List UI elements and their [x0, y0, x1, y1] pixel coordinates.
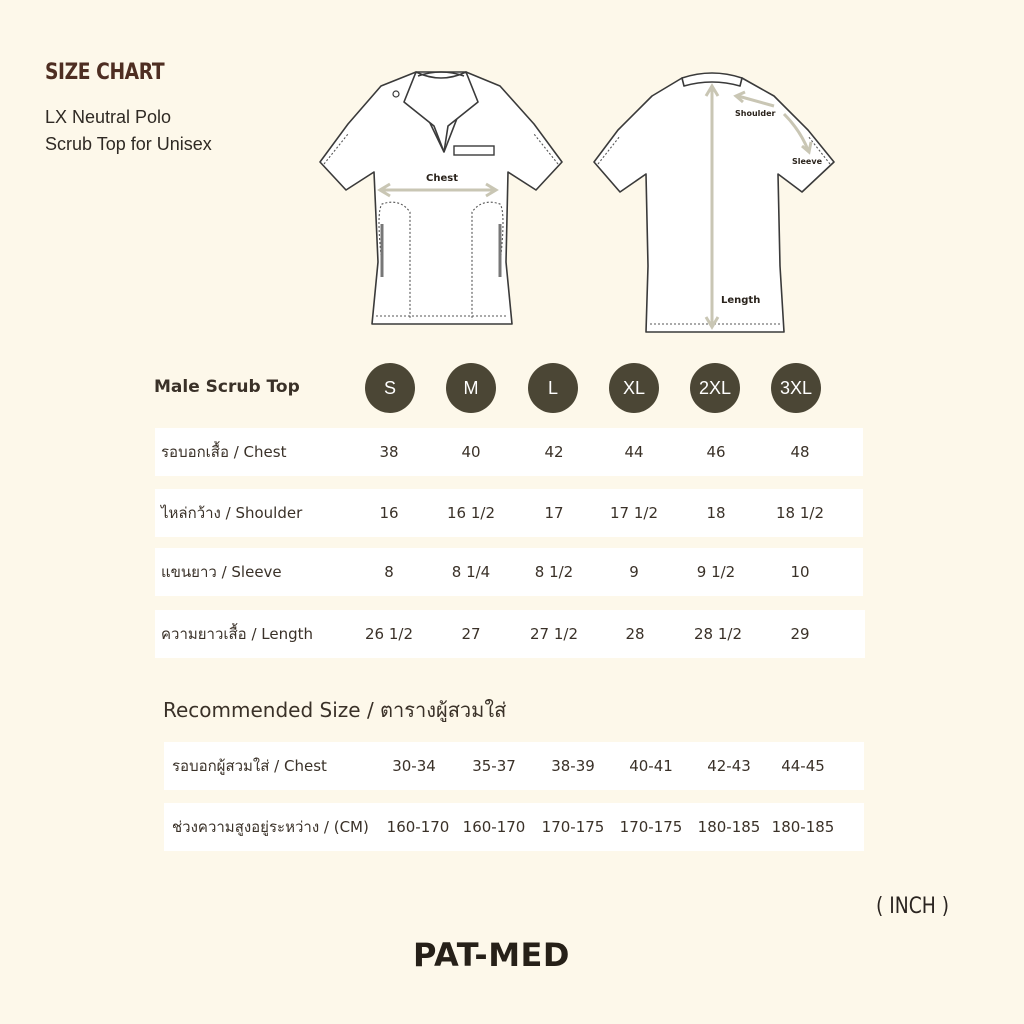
table-cell: 180-185	[771, 818, 835, 836]
chest-measure-label: Chest	[426, 173, 458, 184]
size-badge-xl: XL	[609, 363, 659, 413]
size-badge-m: M	[446, 363, 496, 413]
table-cell: 27	[461, 625, 481, 643]
table-cell: 18	[706, 504, 726, 522]
table-cell: 40-41	[629, 757, 673, 775]
table-cell: 27 1/2	[530, 625, 578, 643]
table-cell: 42	[544, 443, 564, 461]
product-name-line-2: Scrub Top for Unisex	[45, 134, 212, 154]
shirt-front-illustration	[316, 62, 566, 338]
table-cell: 42-43	[707, 757, 751, 775]
recommended-row-chest	[164, 742, 864, 790]
table-cell: 10	[790, 563, 810, 581]
row-label: ช่วงความสูงอยู่ระหว่าง / (CM)	[172, 818, 369, 836]
table-cell: 29	[790, 625, 810, 643]
table-cell: 48	[790, 443, 810, 461]
table-cell: 28	[625, 625, 645, 643]
table-cell: 16	[379, 504, 399, 522]
row-label: แขนยาว / Sleeve	[161, 563, 282, 581]
table-cell: 160-170	[462, 818, 526, 836]
table-cell: 8 1/2	[534, 563, 574, 581]
table-cell: 30-34	[392, 757, 436, 775]
shirt-back-illustration	[590, 70, 840, 338]
row-label: ความยาวเสื้อ / Length	[161, 625, 314, 643]
shoulder-measure-label: Shoulder	[735, 109, 776, 118]
table-cell: 44-45	[781, 757, 825, 775]
table-cell: 9 1/2	[696, 563, 736, 581]
table-cell: 28 1/2	[694, 625, 742, 643]
table-cell: 44	[624, 443, 644, 461]
table-cell: 8	[384, 563, 394, 581]
page-title: SIZE CHART	[45, 60, 165, 85]
table-cell: 40	[461, 443, 481, 461]
table-row-chest	[155, 428, 863, 476]
row-label: รอบอกผู้สวมใส่ / Chest	[172, 757, 327, 775]
sleeve-measure-label: Sleeve	[792, 157, 822, 166]
product-name-line-1: LX Neutral Polo	[45, 107, 172, 127]
row-label: ไหล่กว้าง / Shoulder	[161, 504, 303, 522]
size-badge-3xl: 3XL	[771, 363, 821, 413]
length-measure-label: Length	[721, 295, 761, 306]
recommended-size-title: Recommended Size / ตารางผู้สวมใส่	[163, 698, 507, 722]
table-cell: 180-185	[697, 818, 761, 836]
size-badge-l: L	[528, 363, 578, 413]
table-row-length	[155, 610, 865, 658]
table-cell: 16 1/2	[447, 504, 495, 522]
row-label: รอบอกเสื้อ / Chest	[161, 443, 287, 461]
table-cell: 160-170	[386, 818, 450, 836]
table-cell: 38	[379, 443, 399, 461]
unit-label: ( INCH )	[876, 894, 950, 919]
table-cell: 46	[706, 443, 726, 461]
size-badge-s: S	[365, 363, 415, 413]
table-cell: 170-175	[619, 818, 683, 836]
table-row-sleeve	[155, 548, 863, 596]
recommended-row-height	[164, 803, 864, 851]
table-cell: 35-37	[472, 757, 516, 775]
table-cell: 38-39	[551, 757, 595, 775]
table-section-label: Male Scrub Top	[154, 377, 300, 397]
table-cell: 170-175	[541, 818, 605, 836]
table-cell: 17	[544, 504, 564, 522]
table-cell: 26 1/2	[365, 625, 413, 643]
table-cell: 8 1/4	[451, 563, 491, 581]
table-cell: 17 1/2	[610, 504, 658, 522]
brand-logo-text: PAT-MED	[413, 936, 570, 974]
table-row-shoulder	[155, 489, 863, 537]
size-badge-2xl: 2XL	[690, 363, 740, 413]
table-cell: 18 1/2	[776, 504, 824, 522]
table-cell: 9	[629, 563, 639, 581]
